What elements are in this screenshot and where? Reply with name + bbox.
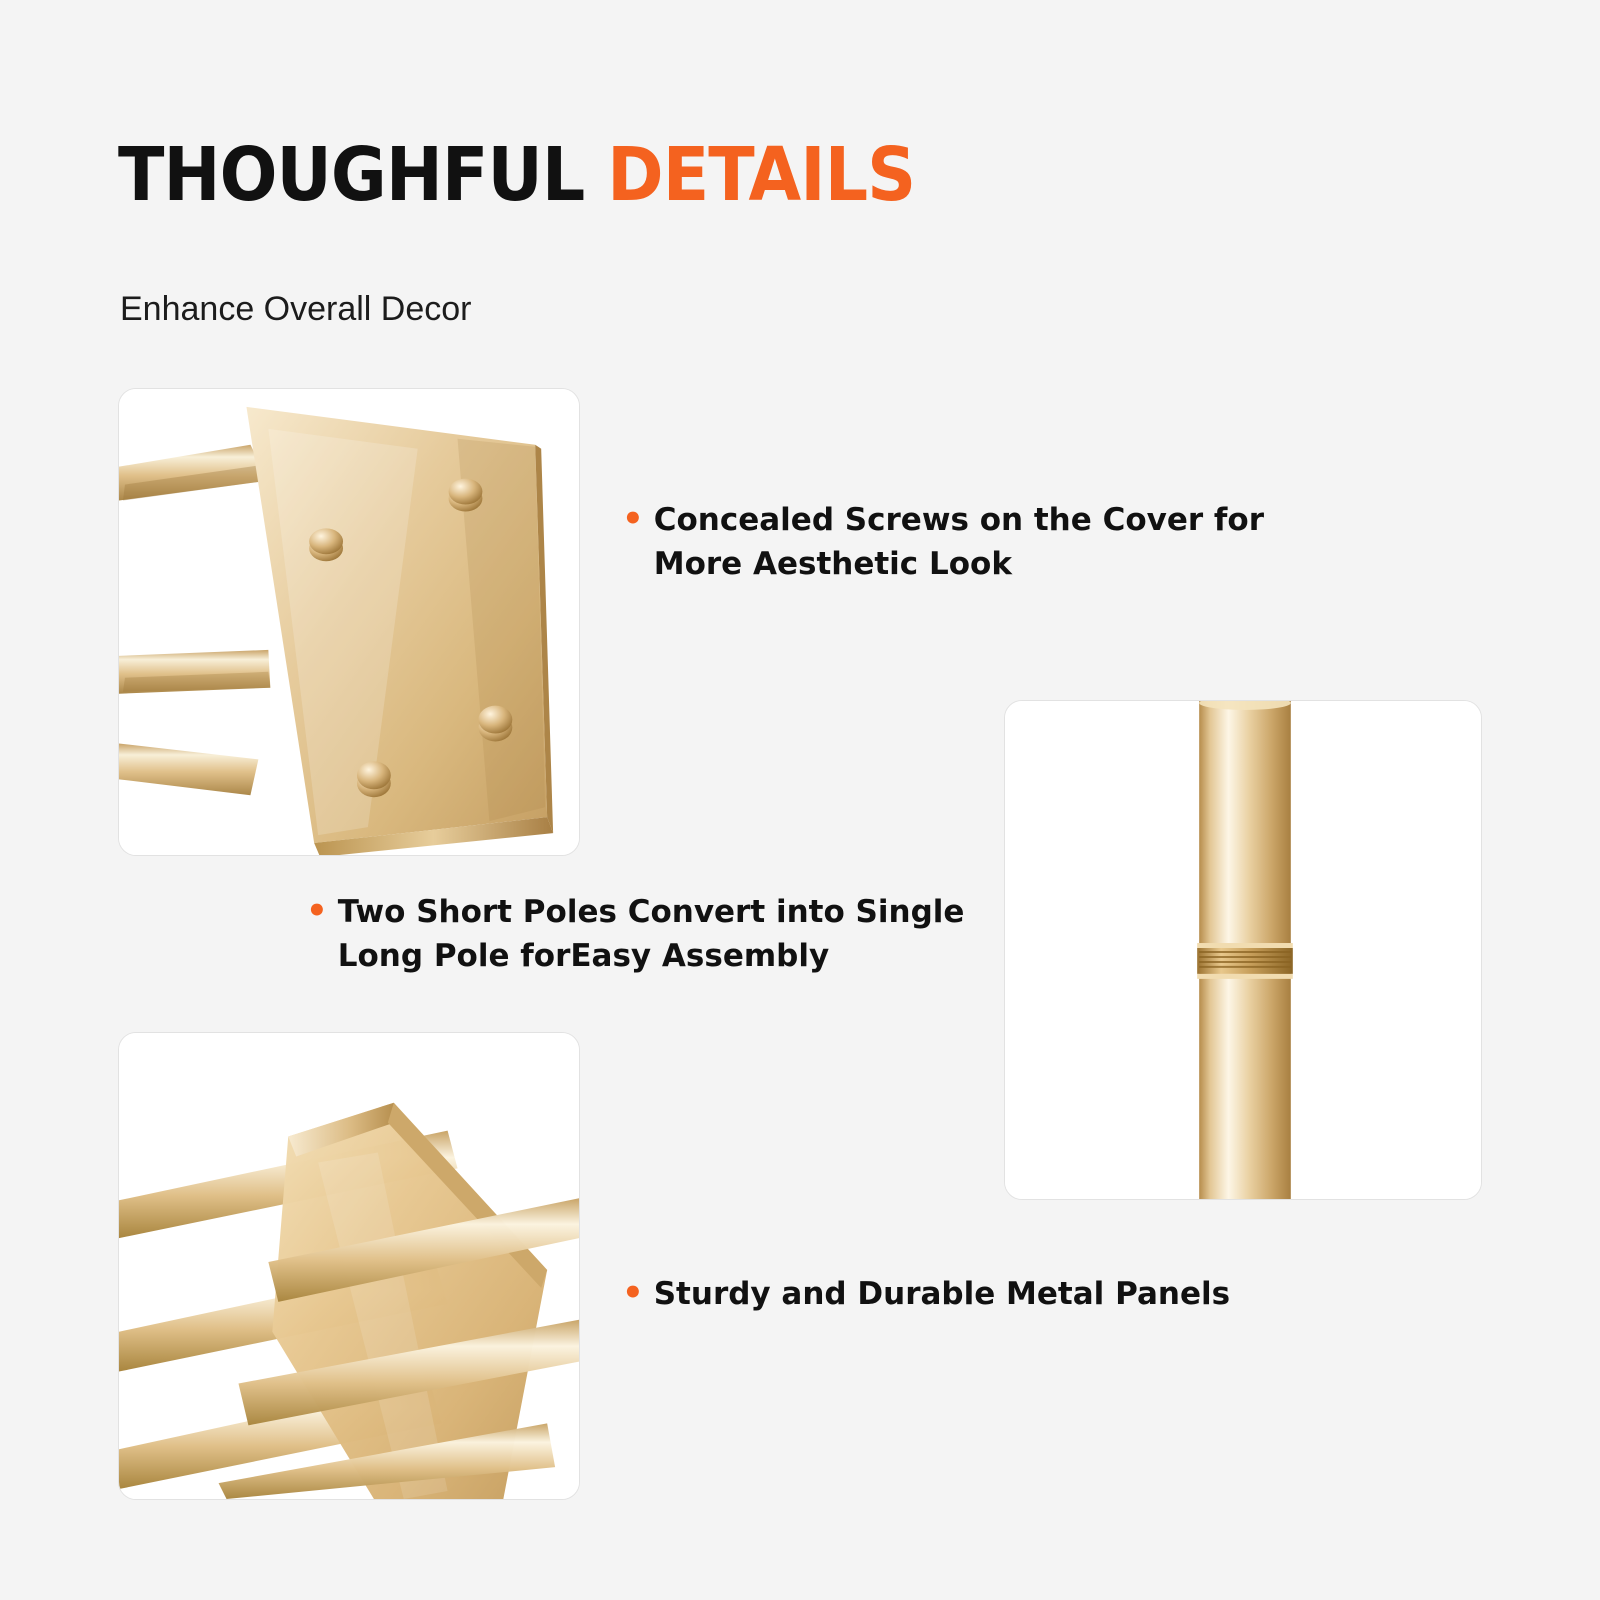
bullet-two-short-poles [306,890,998,978]
metal-panel-illustration [119,1033,579,1499]
upper-pole [1199,701,1291,952]
cover-plate-photo [118,388,580,856]
bullet-sturdy-panels [622,1272,1230,1316]
page-title-accent: DETAILS [607,132,916,218]
bullet-concealed-screws [622,498,1294,586]
pole-joint-illustration [1005,701,1481,1199]
bullet-marker-icon: • [306,891,328,931]
bullet-marker-icon: • [622,1273,644,1313]
bullet-text: Concealed Screws on the Cover for More Aesthetic Look [653,502,1265,583]
page-title-primary: THOUGHFUL [118,132,608,218]
cover-plate-illustration [119,389,579,855]
bullet-text: Two Short Poles Convert into Single Long Pole forEasy Assembly [337,894,965,975]
lower-pole [1199,970,1291,1199]
threaded-connector [1197,943,1293,979]
metal-panel-photo [118,1032,580,1500]
page-subtitle: Enhance Overall Decor [120,290,472,328]
pole-joint-photo [1004,700,1482,1200]
bullet-text: Sturdy and Durable Metal Panels [653,1276,1231,1312]
bullet-marker-icon: • [622,499,644,539]
page-title [118,132,916,218]
